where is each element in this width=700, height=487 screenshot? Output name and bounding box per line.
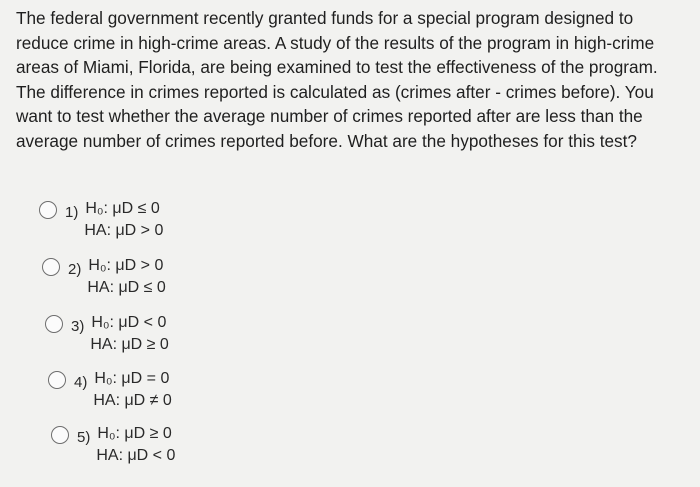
radio-button[interactable]	[39, 201, 57, 219]
hypotheses	[94, 368, 171, 412]
answer-option-5[interactable]	[51, 423, 175, 467]
answer-option-1[interactable]	[39, 198, 163, 242]
question-line: The federal government recently granted funds for a special program designed to	[16, 8, 634, 28]
question-line: reduce crime in high-crime areas. A study of the results of the program in high-crime	[16, 32, 655, 53]
alternative-hypothesis: HA: μD ≠ 0	[93, 392, 172, 409]
option-number: 2)	[68, 261, 82, 278]
option-number: 5)	[77, 429, 91, 446]
hypotheses	[85, 198, 163, 242]
null-hypothesis: H₀: μD ≤ 0	[85, 200, 160, 217]
option-number: 1)	[65, 204, 79, 221]
alternative-hypothesis: HA: μD < 0	[96, 447, 176, 464]
option-number: 4)	[74, 374, 88, 391]
null-hypothesis: H₀: μD ≥ 0	[97, 425, 172, 442]
alternative-hypothesis: HA: μD ≤ 0	[87, 279, 166, 296]
radio-button[interactable]	[42, 258, 60, 276]
answer-option-2[interactable]	[42, 255, 166, 299]
null-hypothesis: H₀: μD > 0	[88, 257, 164, 274]
null-hypothesis: H₀: μD = 0	[94, 370, 170, 387]
radio-button[interactable]	[45, 315, 63, 333]
question-line: average number of crimes reported before. What are the hypotheses for this test?	[16, 130, 637, 151]
radio-button[interactable]	[51, 426, 69, 444]
question-text	[16, 6, 696, 154]
option-number: 3)	[71, 318, 85, 335]
question-line: The difference in crimes reported is calculated as (crimes after - crimes before). You	[16, 81, 654, 102]
hypotheses	[88, 255, 165, 299]
answer-option-3[interactable]	[45, 312, 169, 356]
alternative-hypothesis: HA: μD ≥ 0	[90, 336, 169, 353]
question-line: areas of Miami, Florida, are being examined to test the effectiveness of the program.	[16, 57, 658, 78]
null-hypothesis: H₀: μD < 0	[91, 314, 167, 331]
question-line: want to test whether the average number of crimes reported after are less than the	[16, 106, 643, 127]
answer-option-4[interactable]	[48, 368, 172, 412]
hypotheses	[91, 312, 168, 356]
hypotheses	[97, 423, 175, 467]
radio-button[interactable]	[48, 371, 66, 389]
alternative-hypothesis: HA: μD > 0	[84, 222, 164, 239]
